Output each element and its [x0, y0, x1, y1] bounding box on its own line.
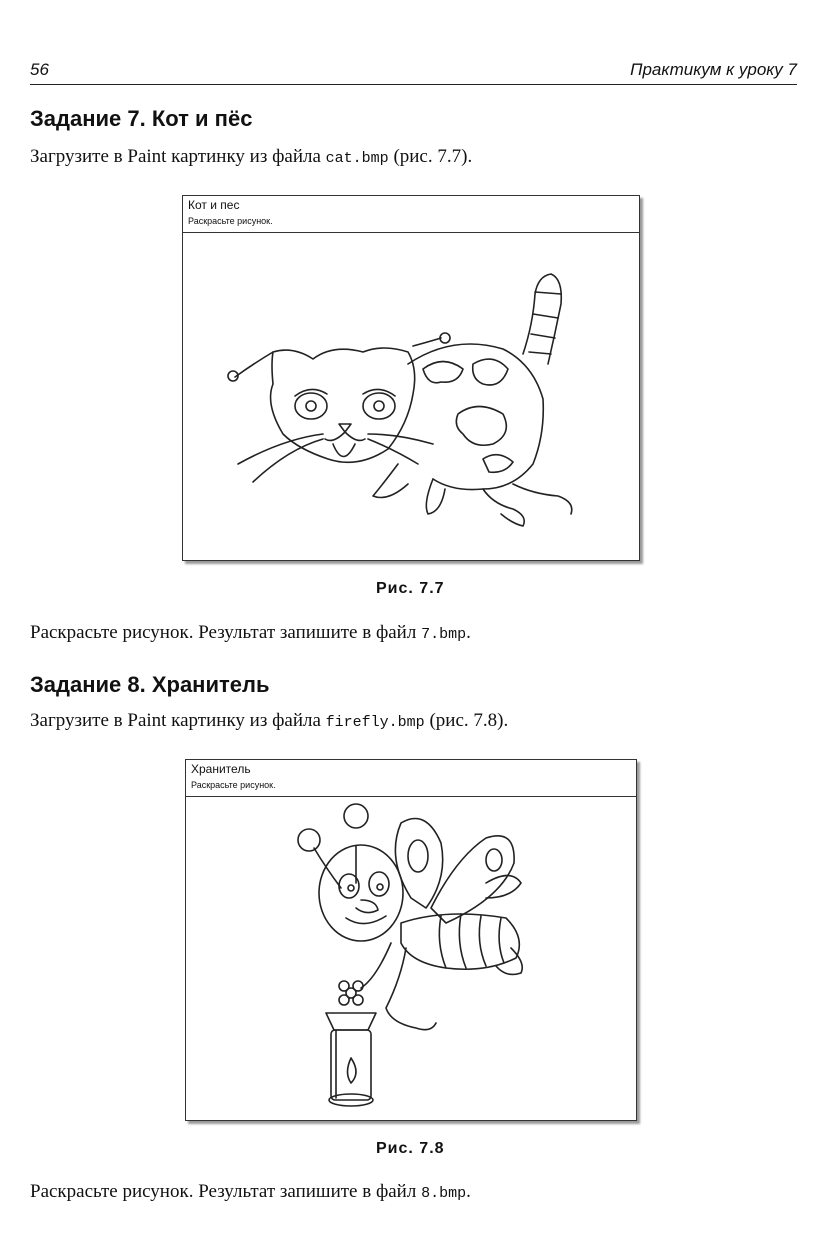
- task8-result-text-end: .: [466, 1181, 471, 1202]
- task7-figure: [182, 195, 640, 561]
- task7-figure-header: [183, 196, 639, 233]
- task7-load-text-end: (рис. 7.7).: [388, 146, 473, 167]
- task8-load-text-end: (рис. 7.8).: [424, 710, 509, 731]
- task7-load-filename: cat.bmp: [325, 150, 389, 167]
- task8-figure-title: Хранитель: [191, 762, 251, 776]
- firefly-drawing: [186, 798, 636, 1118]
- task7-load-instruction: [30, 146, 472, 168]
- task7-title: Задание 7. Кот и пёс: [30, 106, 253, 131]
- cat-drawing: [183, 234, 639, 558]
- task7-result-text: Раскрасьте рисунок. Результат запишите в файл: [30, 622, 422, 643]
- task8-figure: [185, 759, 637, 1121]
- task7-figure-subtitle: Раскрасьте рисунок.: [188, 216, 273, 226]
- task8-figure-subtitle: Раскрасьте рисунок.: [191, 780, 276, 790]
- task7-result-text-end: .: [466, 622, 471, 643]
- task8-result-instruction: [30, 1181, 471, 1203]
- task8-figure-caption: Рис. 7.8: [376, 1140, 445, 1157]
- running-header-section: Практикум к уроку 7: [630, 60, 797, 79]
- header-rule: [30, 84, 797, 85]
- task7-result-filename: 7.bmp: [421, 626, 467, 643]
- task7-load-text: Загрузите в Paint картинку из файла: [30, 146, 326, 167]
- task8-figure-header: [186, 760, 636, 797]
- task8-load-filename: firefly.bmp: [325, 714, 425, 731]
- task7-figure-title: Кот и пес: [188, 198, 240, 212]
- task8-result-text: Раскрасьте рисунок. Результат запишите в файл: [30, 1181, 422, 1202]
- task8-load-instruction: [30, 710, 508, 732]
- task8-result-filename: 8.bmp: [421, 1185, 467, 1202]
- page-number: 56: [30, 60, 49, 79]
- task7-result-instruction: [30, 622, 471, 644]
- task8-title: Задание 8. Хранитель: [30, 672, 270, 697]
- task8-load-text: Загрузите в Paint картинку из файла: [30, 710, 326, 731]
- task7-figure-caption: Рис. 7.7: [376, 580, 445, 597]
